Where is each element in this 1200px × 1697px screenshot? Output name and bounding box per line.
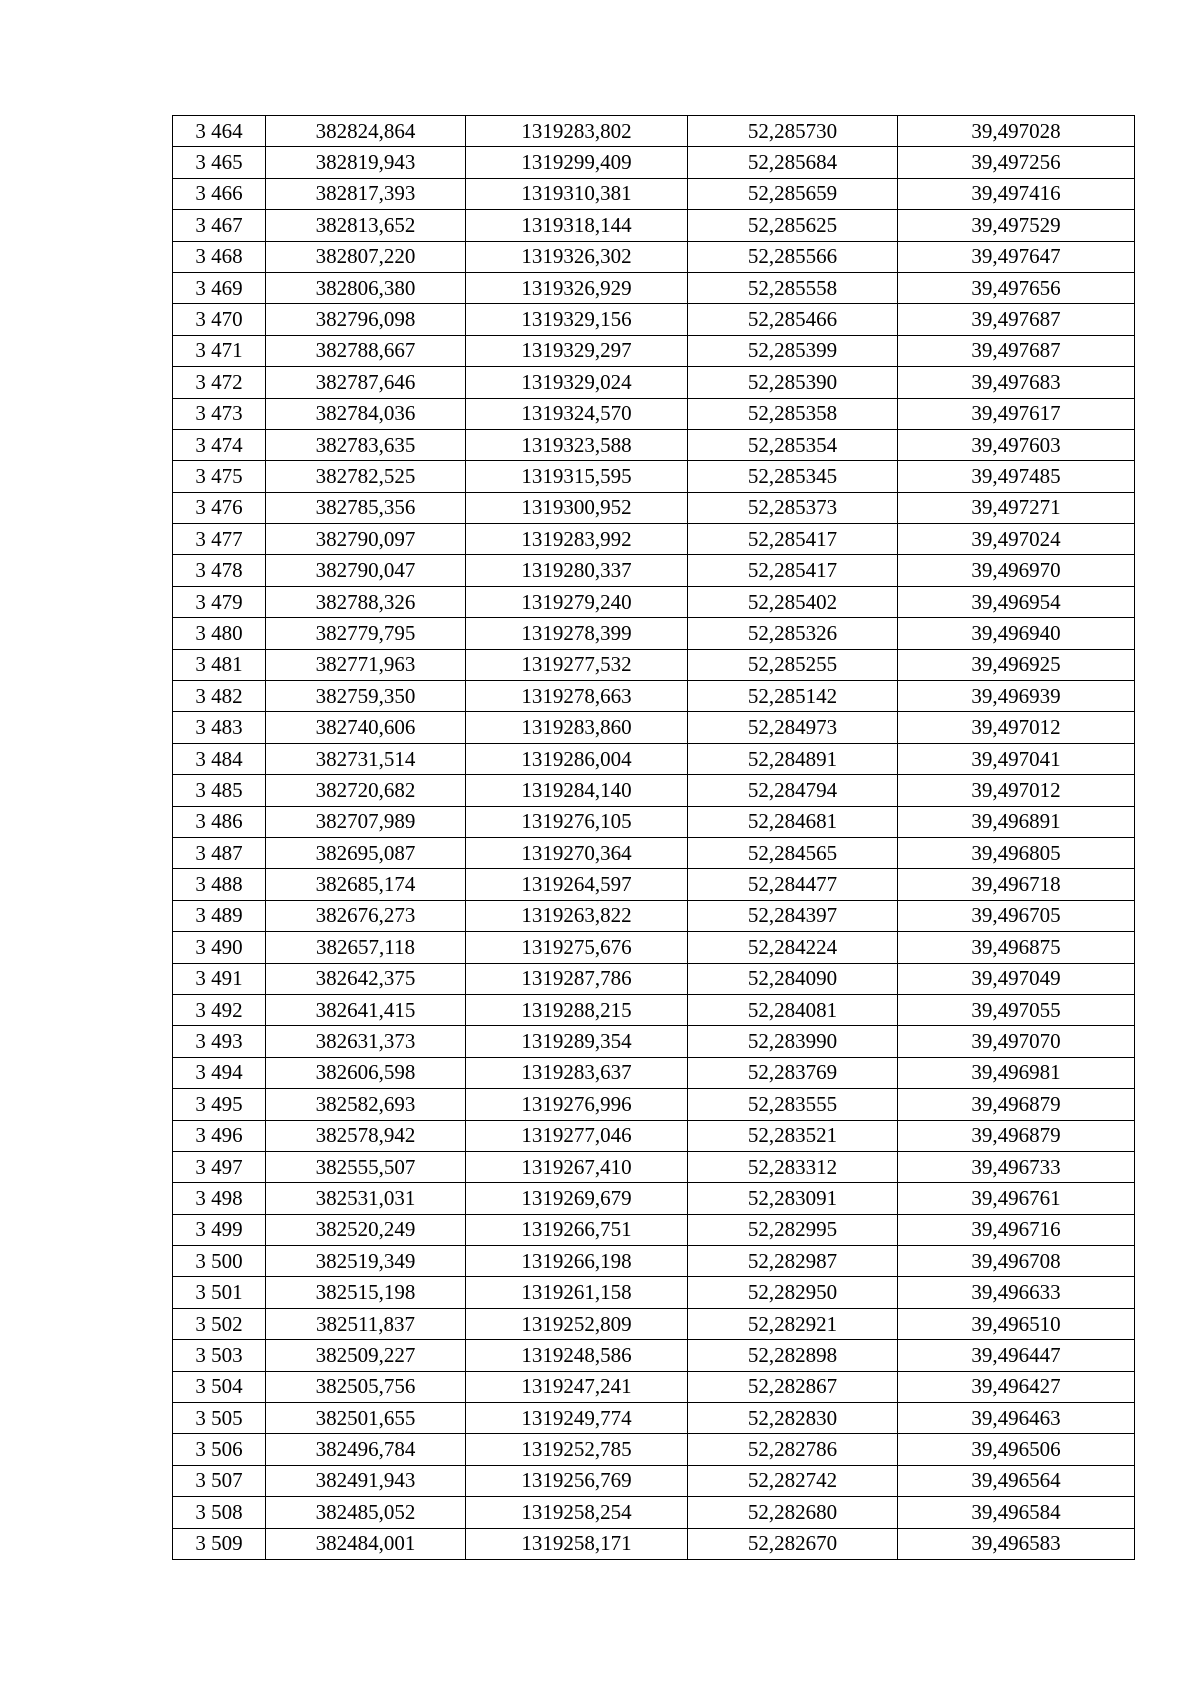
- y-coordinate-cell: 1319283,992: [466, 524, 688, 555]
- latitude-cell: 52,285142: [688, 681, 898, 712]
- longitude-cell: 39,496584: [898, 1497, 1135, 1528]
- latitude-cell: 52,282742: [688, 1465, 898, 1496]
- y-coordinate-cell: 1319252,809: [466, 1308, 688, 1339]
- table-row: [173, 429, 1135, 460]
- longitude-cell: 39,496716: [898, 1214, 1135, 1245]
- table-row: [173, 775, 1135, 806]
- latitude-cell: 52,285730: [688, 116, 898, 147]
- y-coordinate-cell: 1319318,144: [466, 210, 688, 241]
- latitude-cell: 52,282921: [688, 1308, 898, 1339]
- longitude-cell: 39,497617: [898, 398, 1135, 429]
- table-row: [173, 712, 1135, 743]
- table-row: [173, 1214, 1135, 1245]
- point-number-cell: 3 498: [173, 1183, 266, 1214]
- y-coordinate-cell: 1319288,215: [466, 994, 688, 1025]
- y-coordinate-cell: 1319323,588: [466, 429, 688, 460]
- point-number-cell: 3 504: [173, 1371, 266, 1402]
- y-coordinate-cell: 1319324,570: [466, 398, 688, 429]
- latitude-cell: 52,282898: [688, 1340, 898, 1371]
- point-number-cell: 3 507: [173, 1465, 266, 1496]
- latitude-cell: 52,282987: [688, 1246, 898, 1277]
- longitude-cell: 39,497049: [898, 963, 1135, 994]
- point-number-cell: 3 494: [173, 1057, 266, 1088]
- point-number-cell: 3 484: [173, 743, 266, 774]
- latitude-cell: 52,282786: [688, 1434, 898, 1465]
- longitude-cell: 39,496705: [898, 900, 1135, 931]
- longitude-cell: 39,496510: [898, 1308, 1135, 1339]
- y-coordinate-cell: 1319267,410: [466, 1151, 688, 1182]
- table-row: [173, 1434, 1135, 1465]
- latitude-cell: 52,285558: [688, 272, 898, 303]
- latitude-cell: 52,285659: [688, 178, 898, 209]
- longitude-cell: 39,496879: [898, 1120, 1135, 1151]
- table-row: [173, 1057, 1135, 1088]
- point-number-cell: 3 476: [173, 492, 266, 523]
- longitude-cell: 39,496633: [898, 1277, 1135, 1308]
- x-coordinate-cell: 382520,249: [266, 1214, 466, 1245]
- y-coordinate-cell: 1319289,354: [466, 1026, 688, 1057]
- point-number-cell: 3 500: [173, 1246, 266, 1277]
- point-number-cell: 3 485: [173, 775, 266, 806]
- latitude-cell: 52,285373: [688, 492, 898, 523]
- longitude-cell: 39,497485: [898, 461, 1135, 492]
- latitude-cell: 52,282995: [688, 1214, 898, 1245]
- longitude-cell: 39,497687: [898, 304, 1135, 335]
- longitude-cell: 39,497070: [898, 1026, 1135, 1057]
- point-number-cell: 3 503: [173, 1340, 266, 1371]
- point-number-cell: 3 487: [173, 837, 266, 868]
- x-coordinate-cell: 382788,667: [266, 335, 466, 366]
- x-coordinate-cell: 382484,001: [266, 1528, 466, 1559]
- latitude-cell: 52,282867: [688, 1371, 898, 1402]
- point-number-cell: 3 468: [173, 241, 266, 272]
- y-coordinate-cell: 1319300,952: [466, 492, 688, 523]
- x-coordinate-cell: 382685,174: [266, 869, 466, 900]
- x-coordinate-cell: 382641,415: [266, 994, 466, 1025]
- x-coordinate-cell: 382731,514: [266, 743, 466, 774]
- longitude-cell: 39,496954: [898, 586, 1135, 617]
- x-coordinate-cell: 382807,220: [266, 241, 466, 272]
- x-coordinate-cell: 382796,098: [266, 304, 466, 335]
- y-coordinate-cell: 1319258,254: [466, 1497, 688, 1528]
- longitude-cell: 39,497656: [898, 272, 1135, 303]
- x-coordinate-cell: 382819,943: [266, 147, 466, 178]
- table-row: [173, 681, 1135, 712]
- latitude-cell: 52,284565: [688, 837, 898, 868]
- longitude-cell: 39,496506: [898, 1434, 1135, 1465]
- x-coordinate-cell: 382806,380: [266, 272, 466, 303]
- latitude-cell: 52,284224: [688, 932, 898, 963]
- latitude-cell: 52,283769: [688, 1057, 898, 1088]
- latitude-cell: 52,285417: [688, 524, 898, 555]
- point-number-cell: 3 501: [173, 1277, 266, 1308]
- latitude-cell: 52,285354: [688, 429, 898, 460]
- x-coordinate-cell: 382813,652: [266, 210, 466, 241]
- x-coordinate-cell: 382501,655: [266, 1403, 466, 1434]
- longitude-cell: 39,496805: [898, 837, 1135, 868]
- x-coordinate-cell: 382817,393: [266, 178, 466, 209]
- x-coordinate-cell: 382782,525: [266, 461, 466, 492]
- point-number-cell: 3 479: [173, 586, 266, 617]
- table-row: [173, 367, 1135, 398]
- x-coordinate-cell: 382790,097: [266, 524, 466, 555]
- table-row: [173, 649, 1135, 680]
- y-coordinate-cell: 1319264,597: [466, 869, 688, 900]
- point-number-cell: 3 466: [173, 178, 266, 209]
- table-row: [173, 1528, 1135, 1559]
- x-coordinate-cell: 382505,756: [266, 1371, 466, 1402]
- y-coordinate-cell: 1319278,399: [466, 618, 688, 649]
- point-number-cell: 3 470: [173, 304, 266, 335]
- table-row: [173, 398, 1135, 429]
- longitude-cell: 39,496879: [898, 1089, 1135, 1120]
- y-coordinate-cell: 1319266,198: [466, 1246, 688, 1277]
- point-number-cell: 3 491: [173, 963, 266, 994]
- table-row: [173, 524, 1135, 555]
- x-coordinate-cell: 382642,375: [266, 963, 466, 994]
- latitude-cell: 52,282950: [688, 1277, 898, 1308]
- point-number-cell: 3 496: [173, 1120, 266, 1151]
- table-row: [173, 1465, 1135, 1496]
- table-row: [173, 1183, 1135, 1214]
- table-row: [173, 1120, 1135, 1151]
- x-coordinate-cell: 382759,350: [266, 681, 466, 712]
- x-coordinate-cell: 382657,118: [266, 932, 466, 963]
- table-row: [173, 994, 1135, 1025]
- x-coordinate-cell: 382740,606: [266, 712, 466, 743]
- point-number-cell: 3 509: [173, 1528, 266, 1559]
- longitude-cell: 39,497687: [898, 335, 1135, 366]
- latitude-cell: 52,284090: [688, 963, 898, 994]
- latitude-cell: 52,282680: [688, 1497, 898, 1528]
- longitude-cell: 39,497055: [898, 994, 1135, 1025]
- latitude-cell: 52,284081: [688, 994, 898, 1025]
- point-number-cell: 3 469: [173, 272, 266, 303]
- point-number-cell: 3 483: [173, 712, 266, 743]
- table-row: [173, 1151, 1135, 1182]
- x-coordinate-cell: 382496,784: [266, 1434, 466, 1465]
- x-coordinate-cell: 382606,598: [266, 1057, 466, 1088]
- y-coordinate-cell: 1319315,595: [466, 461, 688, 492]
- y-coordinate-cell: 1319284,140: [466, 775, 688, 806]
- latitude-cell: 52,285466: [688, 304, 898, 335]
- table-row: [173, 241, 1135, 272]
- point-number-cell: 3 481: [173, 649, 266, 680]
- point-number-cell: 3 499: [173, 1214, 266, 1245]
- longitude-cell: 39,496925: [898, 649, 1135, 680]
- point-number-cell: 3 495: [173, 1089, 266, 1120]
- point-number-cell: 3 464: [173, 116, 266, 147]
- latitude-cell: 52,283521: [688, 1120, 898, 1151]
- table-row: [173, 210, 1135, 241]
- latitude-cell: 52,285399: [688, 335, 898, 366]
- y-coordinate-cell: 1319252,785: [466, 1434, 688, 1465]
- point-number-cell: 3 465: [173, 147, 266, 178]
- latitude-cell: 52,284973: [688, 712, 898, 743]
- x-coordinate-cell: 382783,635: [266, 429, 466, 460]
- y-coordinate-cell: 1319329,024: [466, 367, 688, 398]
- x-coordinate-cell: 382771,963: [266, 649, 466, 680]
- point-number-cell: 3 502: [173, 1308, 266, 1339]
- longitude-cell: 39,497529: [898, 210, 1135, 241]
- x-coordinate-cell: 382824,864: [266, 116, 466, 147]
- table-row: [173, 1246, 1135, 1277]
- point-number-cell: 3 474: [173, 429, 266, 460]
- point-number-cell: 3 497: [173, 1151, 266, 1182]
- latitude-cell: 52,285402: [688, 586, 898, 617]
- table-row: [173, 1089, 1135, 1120]
- latitude-cell: 52,285684: [688, 147, 898, 178]
- y-coordinate-cell: 1319310,381: [466, 178, 688, 209]
- latitude-cell: 52,284794: [688, 775, 898, 806]
- longitude-cell: 39,496981: [898, 1057, 1135, 1088]
- x-coordinate-cell: 382676,273: [266, 900, 466, 931]
- table-row: [173, 618, 1135, 649]
- longitude-cell: 39,496761: [898, 1183, 1135, 1214]
- x-coordinate-cell: 382555,507: [266, 1151, 466, 1182]
- longitude-cell: 39,496733: [898, 1151, 1135, 1182]
- point-number-cell: 3 506: [173, 1434, 266, 1465]
- longitude-cell: 39,497041: [898, 743, 1135, 774]
- x-coordinate-cell: 382631,373: [266, 1026, 466, 1057]
- y-coordinate-cell: 1319248,586: [466, 1340, 688, 1371]
- longitude-cell: 39,496427: [898, 1371, 1135, 1402]
- longitude-cell: 39,496970: [898, 555, 1135, 586]
- latitude-cell: 52,283555: [688, 1089, 898, 1120]
- y-coordinate-cell: 1319287,786: [466, 963, 688, 994]
- coordinates-table: [172, 115, 1135, 1560]
- x-coordinate-cell: 382509,227: [266, 1340, 466, 1371]
- point-number-cell: 3 475: [173, 461, 266, 492]
- latitude-cell: 52,283312: [688, 1151, 898, 1182]
- latitude-cell: 52,285255: [688, 649, 898, 680]
- table-row: [173, 932, 1135, 963]
- point-number-cell: 3 477: [173, 524, 266, 555]
- x-coordinate-cell: 382578,942: [266, 1120, 466, 1151]
- longitude-cell: 39,496708: [898, 1246, 1135, 1277]
- x-coordinate-cell: 382519,349: [266, 1246, 466, 1277]
- latitude-cell: 52,284397: [688, 900, 898, 931]
- y-coordinate-cell: 1319280,337: [466, 555, 688, 586]
- x-coordinate-cell: 382582,693: [266, 1089, 466, 1120]
- latitude-cell: 52,285326: [688, 618, 898, 649]
- x-coordinate-cell: 382511,837: [266, 1308, 466, 1339]
- point-number-cell: 3 482: [173, 681, 266, 712]
- latitude-cell: 52,284477: [688, 869, 898, 900]
- longitude-cell: 39,496463: [898, 1403, 1135, 1434]
- x-coordinate-cell: 382695,087: [266, 837, 466, 868]
- y-coordinate-cell: 1319299,409: [466, 147, 688, 178]
- x-coordinate-cell: 382491,943: [266, 1465, 466, 1496]
- x-coordinate-cell: 382790,047: [266, 555, 466, 586]
- y-coordinate-cell: 1319266,751: [466, 1214, 688, 1245]
- table-row: [173, 304, 1135, 335]
- longitude-cell: 39,496564: [898, 1465, 1135, 1496]
- y-coordinate-cell: 1319256,769: [466, 1465, 688, 1496]
- latitude-cell: 52,285625: [688, 210, 898, 241]
- table-row: [173, 178, 1135, 209]
- y-coordinate-cell: 1319258,171: [466, 1528, 688, 1559]
- latitude-cell: 52,282670: [688, 1528, 898, 1559]
- longitude-cell: 39,497024: [898, 524, 1135, 555]
- x-coordinate-cell: 382485,052: [266, 1497, 466, 1528]
- table-row: [173, 1026, 1135, 1057]
- longitude-cell: 39,496891: [898, 806, 1135, 837]
- y-coordinate-cell: 1319279,240: [466, 586, 688, 617]
- y-coordinate-cell: 1319283,802: [466, 116, 688, 147]
- y-coordinate-cell: 1319277,532: [466, 649, 688, 680]
- longitude-cell: 39,497271: [898, 492, 1135, 523]
- x-coordinate-cell: 382720,682: [266, 775, 466, 806]
- longitude-cell: 39,497256: [898, 147, 1135, 178]
- latitude-cell: 52,285566: [688, 241, 898, 272]
- longitude-cell: 39,496718: [898, 869, 1135, 900]
- y-coordinate-cell: 1319277,046: [466, 1120, 688, 1151]
- table-row: [173, 555, 1135, 586]
- longitude-cell: 39,497603: [898, 429, 1135, 460]
- longitude-cell: 39,496940: [898, 618, 1135, 649]
- longitude-cell: 39,496875: [898, 932, 1135, 963]
- point-number-cell: 3 486: [173, 806, 266, 837]
- x-coordinate-cell: 382779,795: [266, 618, 466, 649]
- latitude-cell: 52,283990: [688, 1026, 898, 1057]
- y-coordinate-cell: 1319329,156: [466, 304, 688, 335]
- table-row: [173, 1403, 1135, 1434]
- y-coordinate-cell: 1319276,105: [466, 806, 688, 837]
- table-row: [173, 147, 1135, 178]
- point-number-cell: 3 492: [173, 994, 266, 1025]
- point-number-cell: 3 488: [173, 869, 266, 900]
- y-coordinate-cell: 1319286,004: [466, 743, 688, 774]
- latitude-cell: 52,285358: [688, 398, 898, 429]
- y-coordinate-cell: 1319275,676: [466, 932, 688, 963]
- longitude-cell: 39,497012: [898, 775, 1135, 806]
- table-row: [173, 1308, 1135, 1339]
- table-row: [173, 492, 1135, 523]
- longitude-cell: 39,497683: [898, 367, 1135, 398]
- x-coordinate-cell: 382788,326: [266, 586, 466, 617]
- point-number-cell: 3 490: [173, 932, 266, 963]
- latitude-cell: 52,282830: [688, 1403, 898, 1434]
- y-coordinate-cell: 1319283,637: [466, 1057, 688, 1088]
- longitude-cell: 39,496447: [898, 1340, 1135, 1371]
- longitude-cell: 39,496939: [898, 681, 1135, 712]
- x-coordinate-cell: 382707,989: [266, 806, 466, 837]
- x-coordinate-cell: 382784,036: [266, 398, 466, 429]
- longitude-cell: 39,497028: [898, 116, 1135, 147]
- y-coordinate-cell: 1319276,996: [466, 1089, 688, 1120]
- latitude-cell: 52,283091: [688, 1183, 898, 1214]
- table-row: [173, 272, 1135, 303]
- point-number-cell: 3 478: [173, 555, 266, 586]
- y-coordinate-cell: 1319263,822: [466, 900, 688, 931]
- y-coordinate-cell: 1319247,241: [466, 1371, 688, 1402]
- point-number-cell: 3 473: [173, 398, 266, 429]
- table-row: [173, 900, 1135, 931]
- point-number-cell: 3 467: [173, 210, 266, 241]
- y-coordinate-cell: 1319261,158: [466, 1277, 688, 1308]
- table-row: [173, 806, 1135, 837]
- point-number-cell: 3 471: [173, 335, 266, 366]
- table-row: [173, 1277, 1135, 1308]
- table-row: [173, 963, 1135, 994]
- table-row: [173, 743, 1135, 774]
- y-coordinate-cell: 1319269,679: [466, 1183, 688, 1214]
- x-coordinate-cell: 382531,031: [266, 1183, 466, 1214]
- y-coordinate-cell: 1319283,860: [466, 712, 688, 743]
- y-coordinate-cell: 1319249,774: [466, 1403, 688, 1434]
- longitude-cell: 39,497647: [898, 241, 1135, 272]
- y-coordinate-cell: 1319270,364: [466, 837, 688, 868]
- x-coordinate-cell: 382515,198: [266, 1277, 466, 1308]
- point-number-cell: 3 505: [173, 1403, 266, 1434]
- latitude-cell: 52,284891: [688, 743, 898, 774]
- table-row: [173, 1371, 1135, 1402]
- x-coordinate-cell: 382785,356: [266, 492, 466, 523]
- latitude-cell: 52,285390: [688, 367, 898, 398]
- table-row: [173, 586, 1135, 617]
- y-coordinate-cell: 1319329,297: [466, 335, 688, 366]
- point-number-cell: 3 472: [173, 367, 266, 398]
- coordinates-table-body: [173, 116, 1135, 1560]
- x-coordinate-cell: 382787,646: [266, 367, 466, 398]
- point-number-cell: 3 508: [173, 1497, 266, 1528]
- longitude-cell: 39,497416: [898, 178, 1135, 209]
- table-row: [173, 1497, 1135, 1528]
- y-coordinate-cell: 1319326,929: [466, 272, 688, 303]
- latitude-cell: 52,284681: [688, 806, 898, 837]
- table-row: [173, 869, 1135, 900]
- longitude-cell: 39,497012: [898, 712, 1135, 743]
- point-number-cell: 3 480: [173, 618, 266, 649]
- table-row: [173, 116, 1135, 147]
- latitude-cell: 52,285417: [688, 555, 898, 586]
- longitude-cell: 39,496583: [898, 1528, 1135, 1559]
- y-coordinate-cell: 1319278,663: [466, 681, 688, 712]
- y-coordinate-cell: 1319326,302: [466, 241, 688, 272]
- latitude-cell: 52,285345: [688, 461, 898, 492]
- table-row: [173, 1340, 1135, 1371]
- point-number-cell: 3 493: [173, 1026, 266, 1057]
- table-row: [173, 335, 1135, 366]
- point-number-cell: 3 489: [173, 900, 266, 931]
- table-row: [173, 461, 1135, 492]
- table-row: [173, 837, 1135, 868]
